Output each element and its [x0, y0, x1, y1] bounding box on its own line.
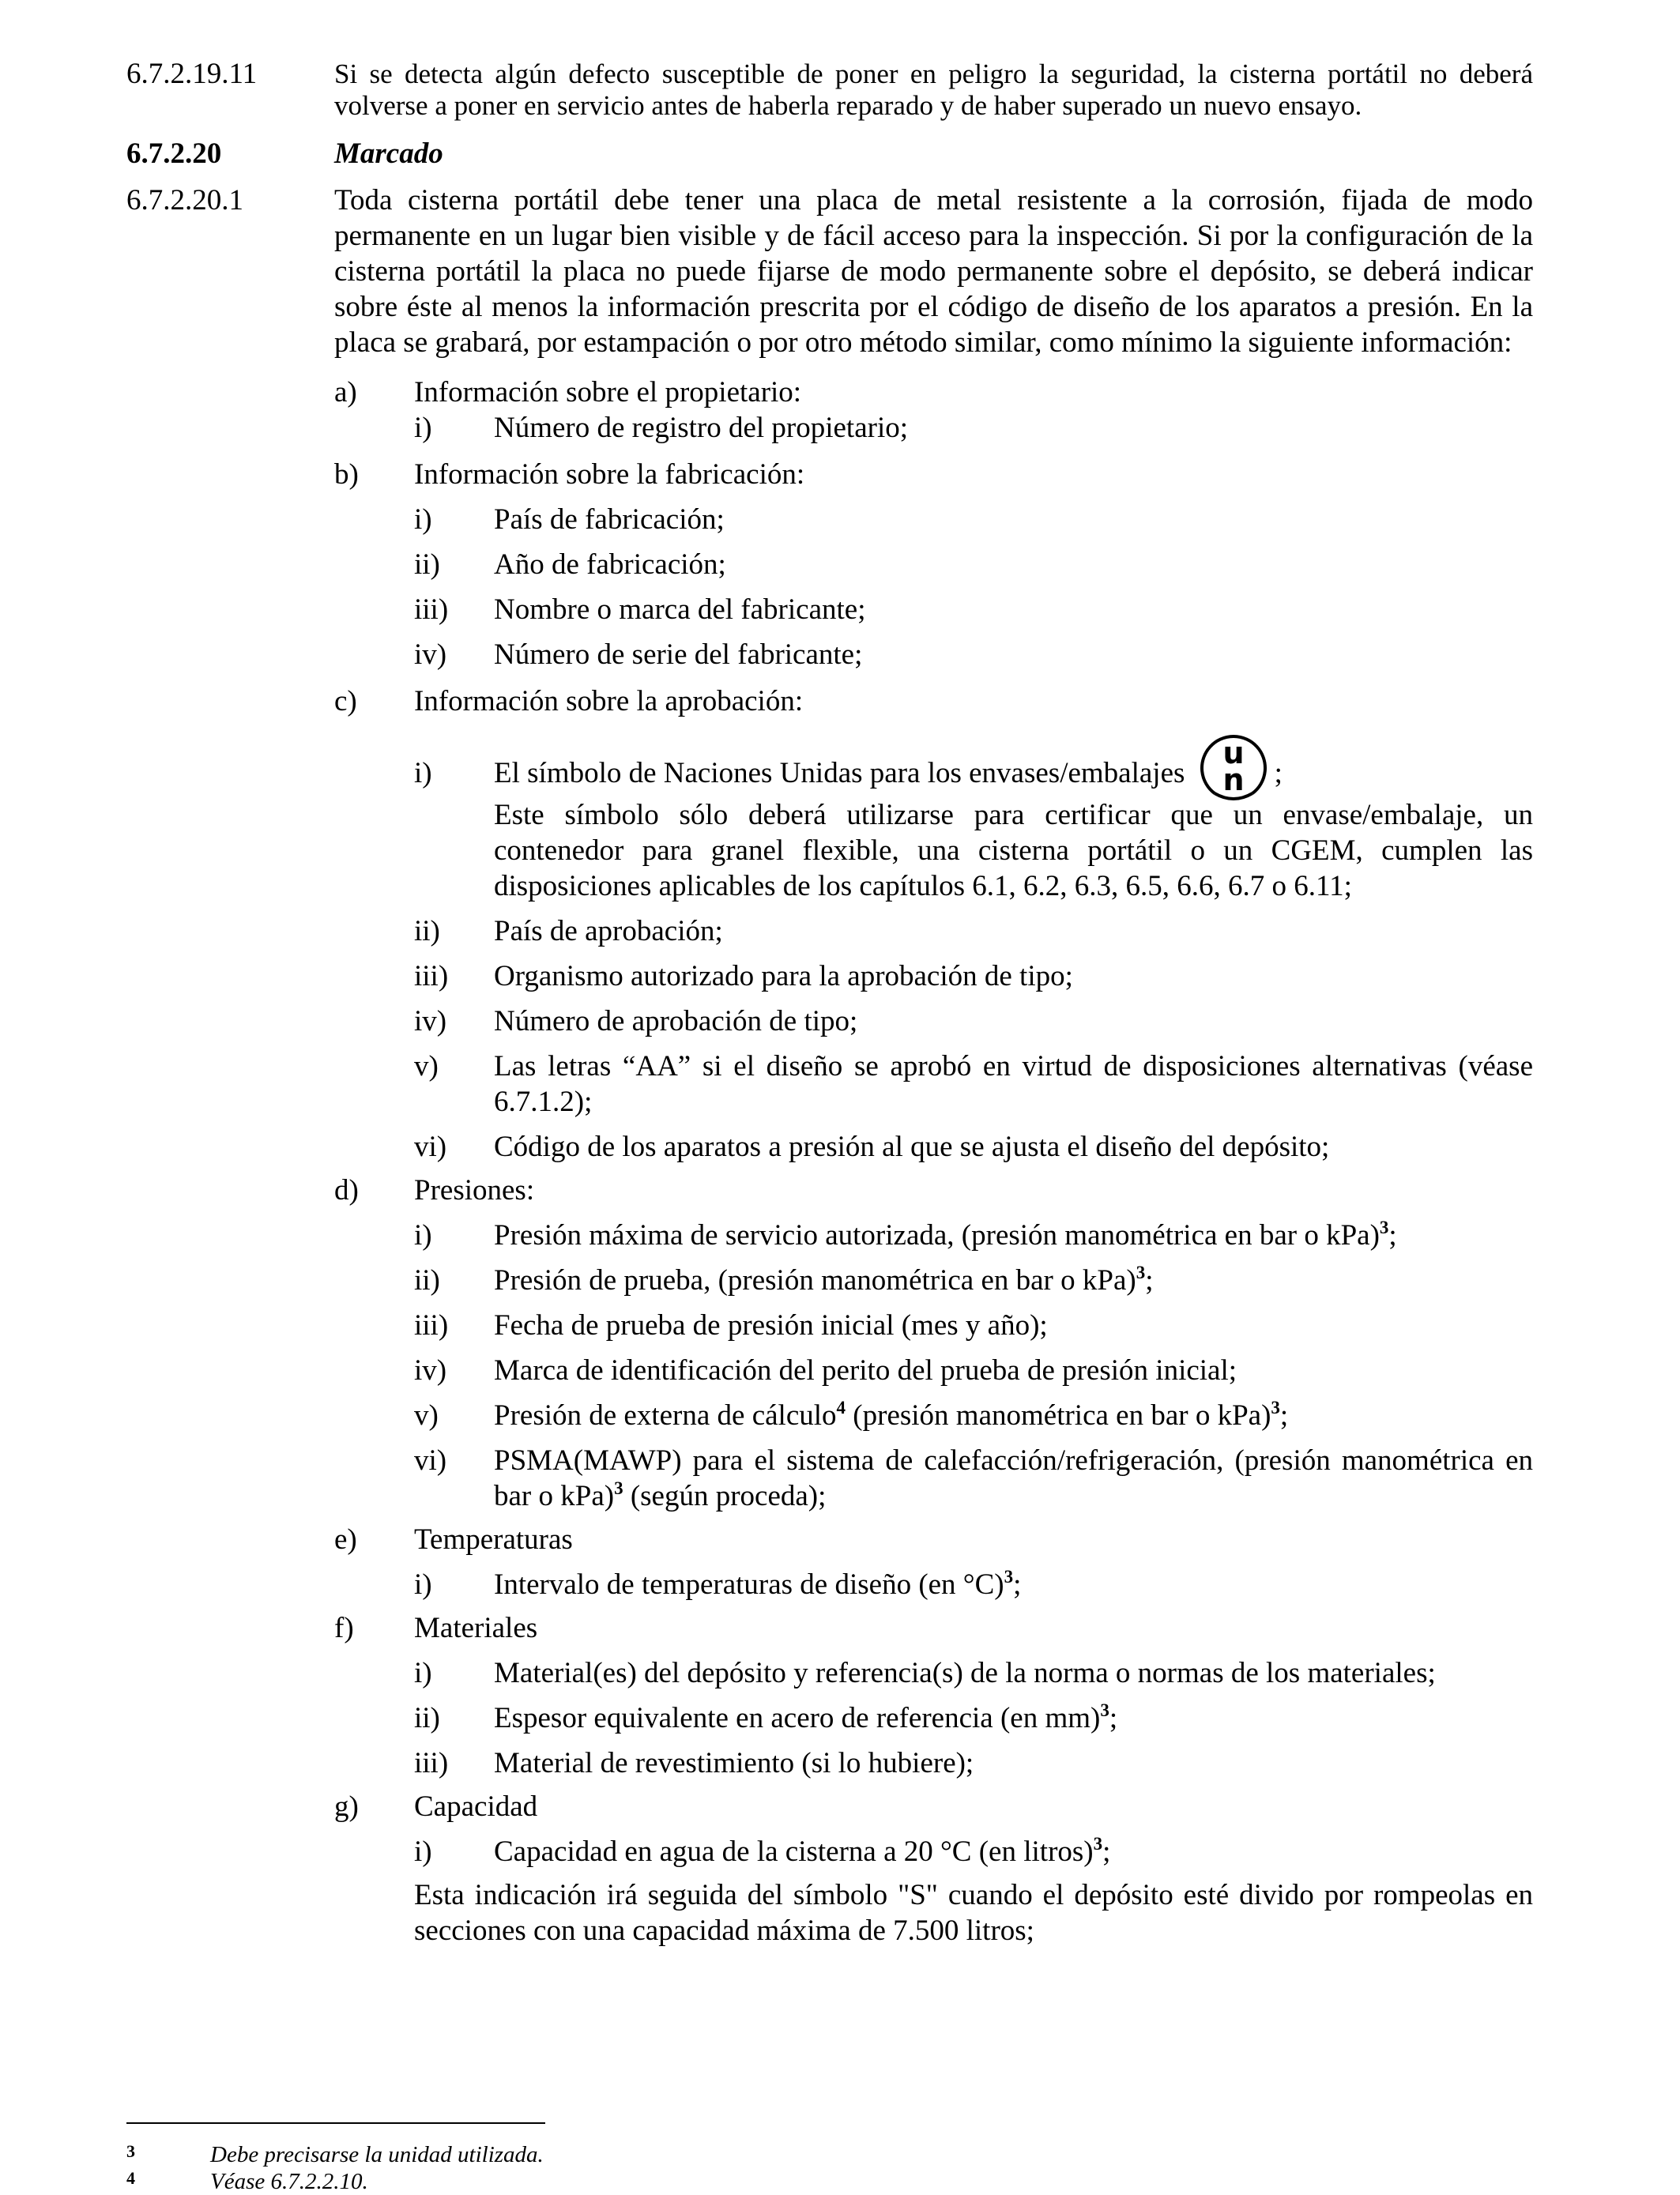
list-item-heading — [334, 457, 1533, 492]
sublist-text: País de fabricación; — [494, 503, 725, 536]
sublist-text: PSMA(MAWP) para el sistema de calefacción/refrigeración, (presión manométrica en bar o kPa) — [494, 1444, 1533, 1512]
list-title: Temperaturas — [414, 1523, 573, 1556]
list-subitem — [334, 913, 1533, 949]
sublist-end: ; — [1145, 1264, 1154, 1297]
list-label: g) — [334, 1790, 359, 1823]
footnote-ref: 3 — [614, 1478, 623, 1498]
sublist-label: iii) — [414, 1747, 449, 1779]
sublist-label: i) — [414, 503, 432, 536]
list-subitem — [334, 1218, 1533, 1253]
sublist-label: v) — [414, 1399, 439, 1432]
footnote-text: Debe precisarse la unidad utilizada. — [210, 2142, 544, 2167]
svg-text:u: u — [1222, 736, 1245, 770]
list-c — [126, 683, 1533, 1165]
list-subitem-un-symbol — [334, 736, 1533, 797]
list-label: e) — [334, 1523, 357, 1556]
list-title: Presiones: — [414, 1174, 535, 1207]
list-a — [126, 375, 1533, 446]
sublist-label: iv) — [414, 1005, 447, 1037]
list-item-heading — [334, 1173, 1533, 1208]
sublist-text: Capacidad en agua de la cisterna a 20 °C (en litros) — [494, 1835, 1094, 1868]
sublist-label: i) — [414, 1835, 432, 1868]
list-subitem — [334, 1443, 1533, 1514]
paragraph-6-7-2-19-11 — [126, 58, 1533, 122]
sublist-label: i) — [414, 1657, 432, 1689]
paragraph-text: Si se detecta algún defecto susceptible de poner en peligro la seguridad, la cisterna portátil no deberá volverse a poner en servicio antes de haberla reparado y de haber superado un nuevo ensayo. — [334, 58, 1533, 121]
section-title: Marcado — [334, 137, 443, 170]
sublist-label: i) — [414, 1568, 432, 1601]
sublist-text: Presión de prueba, (presión manométrica en bar o kPa) — [494, 1264, 1136, 1297]
list-item-heading — [334, 1610, 1533, 1646]
list-subitem — [334, 1567, 1533, 1602]
list-subitem — [334, 592, 1533, 627]
list-item-heading — [334, 1789, 1533, 1824]
footnote-ref: 3 — [1093, 1834, 1103, 1854]
list-subitem — [334, 1308, 1533, 1343]
footnote-divider — [126, 2122, 545, 2124]
sublist-label: i) — [414, 757, 432, 789]
list-title: Información sobre el propietario: — [414, 376, 802, 409]
footnote-ref: 3 — [1136, 1263, 1146, 1282]
list-title: Materiales — [414, 1612, 538, 1644]
list-subitem — [334, 1398, 1533, 1433]
paragraph-text: Toda cisterna portátil debe tener una placa de metal resistente a la corrosión, fijada de modo permanente en un lugar bien visible y de fácil acceso para la inspección. Si por la configuración de la cisterna portátil la placa no puede fijarse de modo permanente sobre el depósito, se deberá indicar sobre éste al menos la información prescrita por el código de diseño de los aparatos a presión. En la placa se grabará, por estampación o por otro método similar, como mínimo la siguiente información: — [334, 184, 1533, 359]
list-subitem — [334, 1700, 1533, 1736]
sublist-label: iii) — [414, 960, 449, 992]
list-title: Información sobre la aprobación: — [414, 685, 804, 717]
sublist-text: Presión de externa de cálculo — [494, 1399, 837, 1432]
sublist-text: Las letras “AA” si el diseño se aprobó en virtud de disposiciones alternativas (véase 6.7.1.2); — [494, 1050, 1533, 1118]
sublist-end: ; — [1109, 1702, 1118, 1734]
list-item-heading — [334, 683, 1533, 719]
list-label: d) — [334, 1174, 359, 1207]
list-item-heading — [334, 1522, 1533, 1557]
list-subitem — [334, 1263, 1533, 1298]
list-subitem — [334, 1129, 1533, 1165]
paragraph-6-7-2-20-1 — [126, 183, 1533, 360]
sublist-text: Número de registro del propietario; — [494, 412, 908, 444]
sublist-label: i) — [414, 412, 432, 444]
list-subitem — [334, 410, 1533, 446]
list-subitem — [334, 1834, 1533, 1869]
sublist-text: Material de revestimiento (si lo hubiere); — [494, 1747, 974, 1779]
section-number: 6.7.2.20 — [126, 137, 222, 170]
paragraph-number: 6.7.2.20.1 — [126, 184, 243, 216]
sublist-text: Nombre o marca del fabricante; — [494, 593, 866, 626]
sublist-text: Espesor equivalente en acero de referencia (en mm) — [494, 1702, 1101, 1734]
list-title: Información sobre la fabricación: — [414, 458, 805, 491]
footnote-ref: 3 — [1100, 1700, 1109, 1720]
sublist-end: ; — [1013, 1568, 1022, 1601]
footnote-ref: 3 — [1271, 1398, 1280, 1418]
sublist-label: iv) — [414, 1354, 447, 1387]
un-symbol-note: Este símbolo sólo deberá utilizarse para certificar que un envase/embalaje, un contenedor para granel flexible, una cisterna portátil o un CGEM, cumplen las disposiciones aplicables de los capítulos 6.1, 6.2, 6.3, 6.5, 6.6, 6.7 o 6.11; — [494, 799, 1533, 902]
list-label: b) — [334, 458, 359, 491]
paragraph-number: 6.7.2.19.11 — [126, 58, 258, 90]
sublist-end: ; — [1388, 1219, 1397, 1252]
sublist-text: Material(es) del depósito y referencia(s) de la norma o normas de los materiales; — [494, 1657, 1436, 1689]
document-page — [126, 58, 1533, 1948]
sublist-label: vi) — [414, 1131, 447, 1163]
list-f — [126, 1610, 1533, 1781]
sublist-text: Fecha de prueba de presión inicial (mes y año); — [494, 1309, 1048, 1342]
footnote-text: Véase 6.7.2.2.10. — [210, 2169, 368, 2194]
list-label: f) — [334, 1612, 354, 1644]
sublist-label: ii) — [414, 548, 440, 581]
list-label: a) — [334, 376, 357, 409]
list-b — [126, 457, 1533, 672]
list-title: Capacidad — [414, 1790, 538, 1823]
sublist-label: vi) — [414, 1444, 447, 1477]
sublist-end: ; — [1102, 1835, 1111, 1868]
svg-text:n: n — [1222, 762, 1245, 797]
list-subitem — [334, 547, 1533, 582]
footnote-ref: 3 — [1379, 1218, 1389, 1237]
list-subitem — [334, 1049, 1533, 1120]
capacity-note: Esta indicación irá seguida del símbolo "S" cuando el depósito esté divido por rompeolas en secciones con una capacidad máxima de 7.500 litros; — [414, 1879, 1533, 1947]
footnote-number: 4 — [126, 2168, 135, 2188]
sublist-text: Intervalo de temperaturas de diseño (en °C) — [494, 1568, 1004, 1601]
list-e — [126, 1522, 1533, 1602]
sublist-text: Número de serie del fabricante; — [494, 638, 863, 671]
sublist-label: iv) — [414, 638, 447, 671]
list-subitem — [334, 958, 1533, 994]
sublist-text: Presión máxima de servicio autorizada, (presión manométrica en bar o kPa) — [494, 1219, 1380, 1252]
sublist-label: v) — [414, 1050, 439, 1082]
sublist-end: ; — [1274, 757, 1283, 789]
sublist-text: Marca de identificación del perito del prueba de presión inicial; — [494, 1354, 1237, 1387]
sublist-label: i) — [414, 1219, 432, 1252]
sublist-text: Año de fabricación; — [494, 548, 726, 581]
sublist-end: ; — [1279, 1399, 1289, 1432]
section-heading — [126, 136, 1533, 171]
list-subitem — [334, 502, 1533, 537]
sublist-text: Código de los aparatos a presión al que se ajusta el diseño del depósito; — [494, 1131, 1330, 1163]
list-subitem — [334, 1655, 1533, 1691]
sublist-text: (según proceda); — [623, 1480, 827, 1512]
footnote-ref: 4 — [836, 1398, 846, 1418]
list-g — [126, 1789, 1533, 1948]
footnote-number: 3 — [126, 2141, 135, 2161]
list-subitem — [334, 1745, 1533, 1781]
list-subitem — [334, 1003, 1533, 1039]
sublist-text: Número de aprobación de tipo; — [494, 1005, 858, 1037]
list-label: c) — [334, 685, 357, 717]
list-d — [126, 1173, 1533, 1514]
sublist-text: (presión manométrica en bar o kPa) — [846, 1399, 1271, 1432]
sublist-label: ii) — [414, 1264, 440, 1297]
sublist-text: Organismo autorizado para la aprobación de tipo; — [494, 960, 1073, 992]
sublist-label: iii) — [414, 1309, 449, 1342]
footnote-ref: 3 — [1004, 1567, 1014, 1587]
sublist-label: ii) — [414, 1702, 440, 1734]
list-subitem — [334, 1353, 1533, 1388]
sublist-text: País de aprobación; — [494, 915, 723, 947]
list-item-heading — [334, 375, 1533, 410]
list-subitem — [334, 637, 1533, 672]
sublist-label: ii) — [414, 915, 440, 947]
sublist-label: iii) — [414, 593, 449, 626]
sublist-text: El símbolo de Naciones Unidas para los envases/embalajes — [494, 757, 1185, 789]
